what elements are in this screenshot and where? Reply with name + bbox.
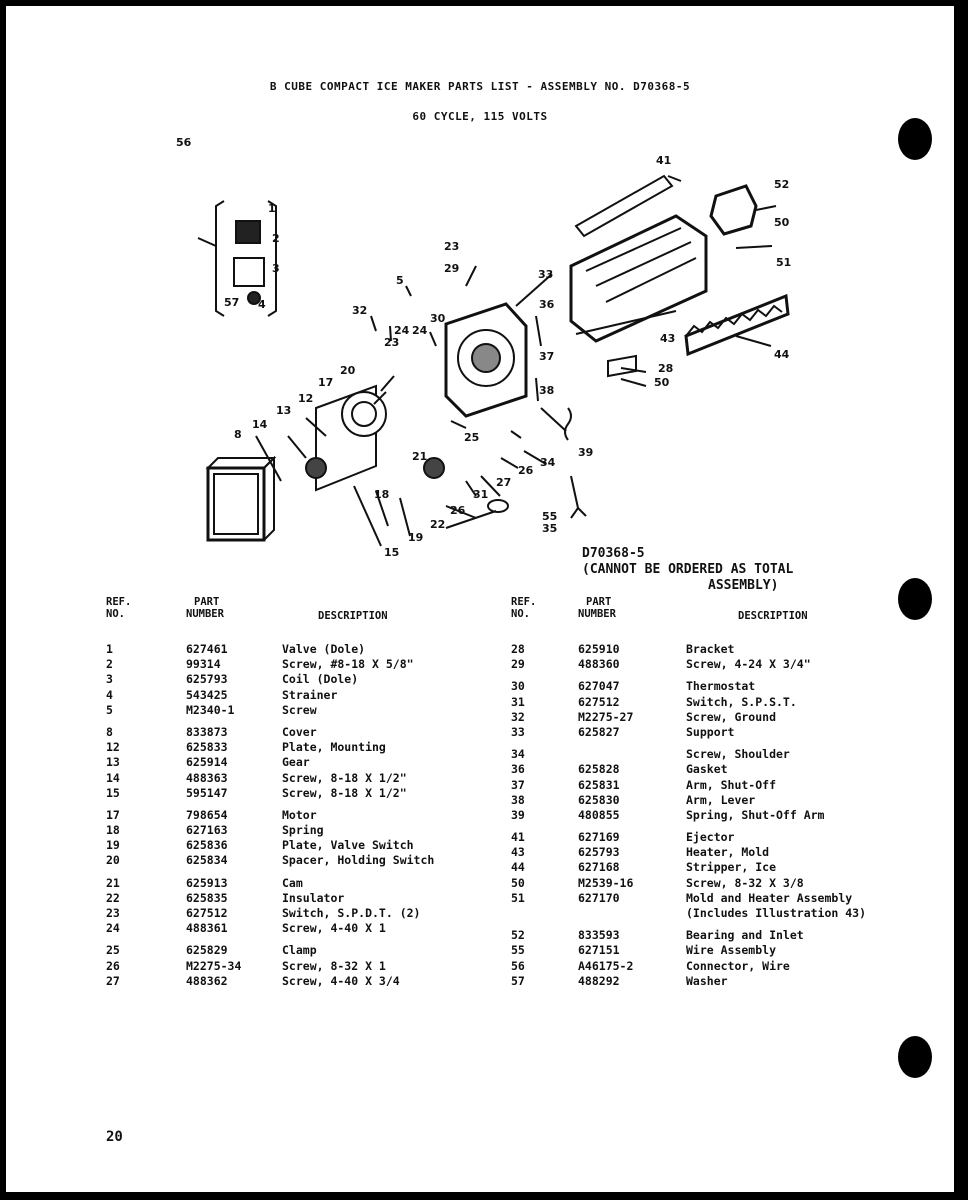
callout-32: 32: [352, 304, 368, 317]
ref-cell: 24: [106, 921, 120, 936]
callout-34: 34: [540, 456, 556, 469]
ref-cell: 23: [106, 906, 120, 920]
description-cell: Bearing and Inlet: [686, 928, 804, 943]
ref-cell: 15: [106, 785, 120, 800]
callout-24: 24: [412, 324, 428, 337]
description-cell: Plate, Valve Switch: [282, 838, 414, 853]
ref-cell: 8: [106, 724, 113, 739]
part-number-cell: 625793: [578, 845, 620, 860]
description-cell: Screw, 4-24 X 3/4": [686, 657, 811, 672]
part-number-cell: 488362: [186, 973, 228, 988]
description-cell: Spring: [282, 823, 324, 838]
callout-55: 55: [542, 510, 558, 523]
description-cell: Motor: [282, 807, 317, 822]
part-number-cell: A46175-2: [578, 958, 634, 973]
ref-header: REF. NO.: [511, 596, 537, 620]
ref-cell: 12: [106, 740, 120, 755]
description-cell: Screw, Ground: [686, 709, 777, 724]
part-number-cell: 627461: [186, 642, 228, 656]
ref-cell: 51: [511, 890, 525, 905]
description-cell: Ejector: [686, 830, 735, 845]
part-number-cell: 625827: [578, 724, 620, 739]
description-cell: Clamp: [282, 943, 317, 958]
description-cell: Insulator: [282, 890, 345, 905]
part-number-cell: [578, 747, 633, 762]
ref-cell: 19: [106, 838, 120, 853]
part-header: PART NUMBER: [578, 596, 616, 620]
ref-cell: 4: [106, 687, 113, 702]
callout-31: 31: [473, 488, 489, 501]
ref-cell: 18: [106, 823, 120, 838]
description-cell: Mold and Heater Assembly: [686, 890, 853, 905]
part-number-cell: M2275-27: [578, 709, 634, 724]
callout-23: 23: [384, 336, 400, 349]
part-number-cell: 625829: [186, 943, 228, 958]
part-number-cell: 625913: [186, 875, 228, 890]
callout-8: 8: [234, 428, 242, 441]
description-cell: Screw, 8-32 X 1: [282, 958, 386, 973]
assembly-note-line1: (CANNOT BE ORDERED AS TOTAL: [582, 562, 794, 577]
description-cell: Washer: [686, 973, 728, 988]
part-number-cell: [578, 906, 633, 921]
callout-27: 27: [496, 476, 512, 489]
description-cell: Screw, #8-18 X 5/8": [282, 657, 414, 672]
description-cell: Screw: [282, 702, 317, 717]
callout-20: 20: [340, 364, 356, 377]
ref-cell: 44: [511, 860, 525, 875]
description-cell: Strainer: [282, 687, 338, 702]
exploded-view-diagram: [176, 136, 936, 566]
ref-cell: 55: [511, 943, 525, 958]
part-number-cell: 627163: [186, 823, 228, 838]
ref-cell: 38: [511, 792, 525, 807]
binder-hole: [898, 578, 932, 620]
part-number-cell: M2539-16: [578, 875, 634, 890]
description-cell: (Includes Illustration 43): [686, 906, 867, 920]
ref-cell: 30: [511, 679, 525, 694]
callout-51: 51: [776, 256, 792, 269]
assembly-note-line2: ASSEMBLY): [708, 578, 779, 593]
description-cell: Screw, 4-40 X 1: [282, 921, 386, 936]
callout-3: 3: [272, 262, 280, 275]
description-cell: Spacer, Holding Switch: [282, 853, 435, 868]
callout-22: 22: [430, 518, 446, 531]
description-cell: Valve (Dole): [282, 642, 366, 656]
part-number-cell: 488360: [578, 657, 620, 672]
ref-cell: 37: [511, 777, 525, 792]
callout-17: 17: [318, 376, 334, 389]
ref-cell: 39: [511, 807, 525, 822]
part-number-cell: 625830: [578, 792, 620, 807]
ref-cell: 25: [106, 943, 120, 958]
part-number-cell: 627047: [578, 679, 620, 694]
part-number-cell: 625834: [186, 853, 228, 868]
description-cell: Screw, 8-18 X 1/2": [282, 785, 407, 800]
ref-cell: 28: [511, 642, 525, 656]
description-cell: Cover: [282, 724, 317, 739]
description-column: [282, 642, 434, 989]
page-number: 20: [106, 1129, 123, 1145]
callout-50: 50: [654, 376, 670, 389]
callout-23: 23: [444, 240, 460, 253]
description-cell: Connector, Wire: [686, 958, 790, 973]
description-cell: Arm, Lever: [686, 792, 756, 807]
parts-list-page: [6, 6, 954, 1192]
ref-cell: 33: [511, 724, 525, 739]
part-number-cell: 627512: [186, 906, 228, 920]
ref-cell: 3: [106, 672, 113, 687]
page-title: B CUBE COMPACT ICE MAKER PARTS LIST - ASSEMBLY NO. D70368-5: [269, 80, 691, 93]
callout-28: 28: [658, 362, 674, 375]
description-column: [686, 642, 866, 989]
callout-19: 19: [408, 531, 424, 544]
part-number-cell: 627512: [578, 694, 620, 709]
part-number-cell: 543425: [186, 687, 228, 702]
ref-cell: 17: [106, 807, 120, 822]
callout-44: 44: [774, 348, 790, 361]
description-cell: Screw, 4-40 X 3/4: [282, 973, 400, 988]
description-cell: Gasket: [686, 762, 728, 777]
part-header: PART NUMBER: [186, 596, 224, 620]
callout-38: 38: [539, 384, 555, 397]
callout-15: 15: [384, 546, 400, 559]
ref-cell: 29: [511, 657, 525, 672]
callout-14: 14: [252, 418, 268, 431]
description-cell: Heater, Mold: [686, 845, 770, 860]
ref-cell: 5: [106, 702, 113, 717]
ref-cell: 2: [106, 657, 113, 672]
part-number-cell: 625833: [186, 740, 228, 755]
callout-26: 26: [518, 464, 534, 477]
part-number-cell: 627169: [578, 830, 620, 845]
callout-24: 24: [394, 324, 410, 337]
ref-column: [106, 642, 120, 989]
callout-33: 33: [538, 268, 554, 281]
part-number-cell: 625793: [186, 672, 228, 687]
ref-cell: 34: [511, 747, 525, 762]
callout-12: 12: [298, 392, 314, 405]
part-number-cell: 480855: [578, 807, 620, 822]
callout-2: 2: [272, 232, 280, 245]
ref-cell: 32: [511, 709, 525, 724]
ref-cell: 56: [511, 958, 525, 973]
callout-36: 36: [539, 298, 555, 311]
part-number-cell: 627151: [578, 943, 620, 958]
part-number-cell: 488363: [186, 770, 228, 785]
assembly-number: D70368-5: [582, 546, 645, 561]
ref-cell: 57: [511, 973, 525, 988]
description-cell: Gear: [282, 755, 310, 770]
callout-18: 18: [374, 488, 390, 501]
ref-cell: 27: [106, 973, 120, 988]
ref-header: REF. NO.: [106, 596, 132, 620]
part-number-cell: 627168: [578, 860, 620, 875]
callout-25: 25: [464, 431, 480, 444]
ref-cell: [511, 906, 525, 921]
ref-cell: 52: [511, 928, 525, 943]
part-number-cell: 625910: [578, 642, 620, 656]
part-number-cell: 625831: [578, 777, 620, 792]
ref-cell: 13: [106, 755, 120, 770]
part-number-column: [186, 642, 241, 989]
part-number-cell: 99314: [186, 657, 221, 672]
ref-cell: 1: [106, 642, 113, 656]
part-number-cell: M2275-34: [186, 958, 242, 973]
ref-column: [511, 642, 525, 989]
callout-26: 26: [450, 504, 466, 517]
callout-39: 39: [578, 446, 594, 459]
callout-29: 29: [444, 262, 460, 275]
callout-56: 56: [176, 136, 192, 149]
callout-1: 1: [268, 202, 276, 215]
part-number-cell: 625828: [578, 762, 620, 777]
callout-30: 30: [430, 312, 446, 325]
description-cell: Arm, Shut-Off: [686, 777, 777, 792]
description-cell: Thermostat: [686, 679, 756, 694]
ref-cell: 14: [106, 770, 120, 785]
description-cell: Cam: [282, 875, 303, 890]
callout-13: 13: [276, 404, 292, 417]
part-number-cell: 798654: [186, 807, 228, 822]
ref-cell: 20: [106, 853, 120, 868]
ref-cell: 41: [511, 830, 525, 845]
description-cell: Screw, Shoulder: [686, 747, 790, 762]
part-number-cell: 625835: [186, 890, 228, 905]
part-number-cell: 625836: [186, 838, 228, 853]
callout-4: 4: [258, 298, 266, 311]
description-header: DESCRIPTION: [738, 610, 808, 622]
part-number-cell: 833873: [186, 724, 228, 739]
ref-cell: 22: [106, 890, 120, 905]
part-number-cell: 625914: [186, 755, 228, 770]
description-cell: Wire Assembly: [686, 943, 777, 958]
ref-cell: 43: [511, 845, 525, 860]
callout-43: 43: [660, 332, 676, 345]
ref-cell: 21: [106, 875, 120, 890]
description-cell: Screw, 8-32 X 3/8: [686, 875, 804, 890]
part-number-cell: 488361: [186, 921, 228, 936]
description-cell: Bracket: [686, 642, 735, 656]
description-cell: Stripper, Ice: [686, 860, 777, 875]
description-cell: Switch, S.P.S.T.: [686, 694, 797, 709]
part-number-cell: 595147: [186, 785, 228, 800]
description-cell: Coil (Dole): [282, 672, 359, 687]
description-header: DESCRIPTION: [318, 610, 388, 622]
callout-35: 35: [542, 522, 558, 535]
part-number-cell: 627170: [578, 890, 620, 905]
part-number-cell: 833593: [578, 928, 620, 943]
ref-cell: 50: [511, 875, 525, 890]
callout-5: 5: [396, 274, 404, 287]
description-cell: Spring, Shut-Off Arm: [686, 807, 825, 822]
ref-cell: 26: [106, 958, 120, 973]
callout-50: 50: [774, 216, 790, 229]
part-number-cell: 488292: [578, 973, 620, 988]
description-cell: Switch, S.P.D.T. (2): [282, 906, 421, 920]
ref-cell: 36: [511, 762, 525, 777]
description-cell: Plate, Mounting: [282, 740, 386, 755]
callout-37: 37: [539, 350, 555, 363]
description-cell: Support: [686, 724, 735, 739]
part-number-cell: M2340-1: [186, 702, 235, 717]
description-cell: Screw, 8-18 X 1/2": [282, 770, 407, 785]
callout-57: 57: [224, 296, 240, 309]
ref-cell: 31: [511, 694, 525, 709]
page-subtitle: 60 CYCLE, 115 VOLTS: [412, 110, 548, 123]
binder-hole: [898, 1036, 932, 1078]
callout-21: 21: [412, 450, 428, 463]
part-number-column: [578, 642, 633, 989]
callout-52: 52: [774, 178, 790, 191]
callout-41: 41: [656, 154, 672, 167]
